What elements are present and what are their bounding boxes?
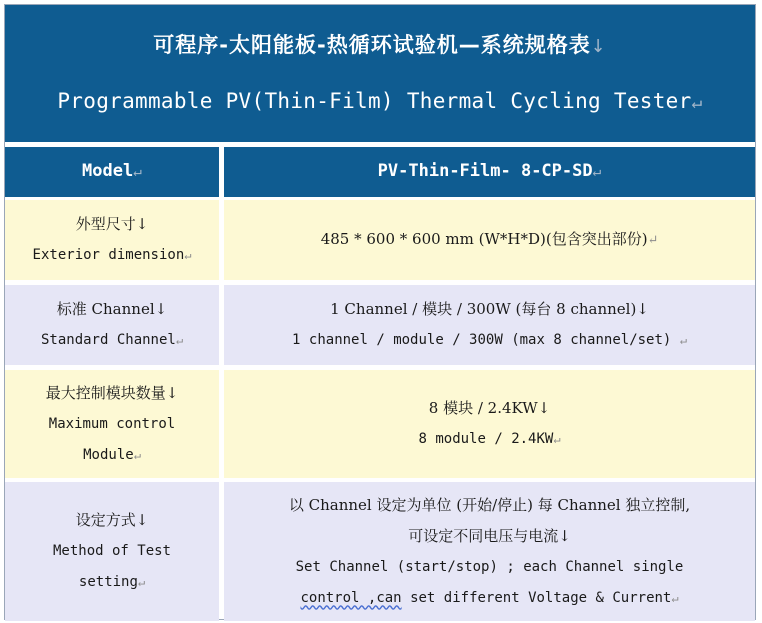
max-module-label-cell (5, 370, 219, 478)
line-break-mark: ↓ (154, 300, 168, 318)
dimension-value: 485 * 600 * 600 mm (W*H*D)(包含突出部份) (320, 230, 648, 248)
paragraph-mark: ↵ (133, 164, 142, 180)
paragraph-mark: ↵ (137, 575, 146, 589)
title-english (5, 89, 755, 113)
line-break-mark: ↓ (558, 526, 571, 545)
title-english-text: Programmable PV(Thin-Film) Thermal Cycling Tester (57, 89, 692, 113)
max-module-label-en-1: Maximum control (48, 415, 176, 432)
test-method-value-line-4b: set different Voltage & Current (410, 589, 672, 606)
line-break-mark: ↓ (537, 399, 551, 417)
line-break-mark: ↓ (135, 511, 149, 529)
dimension-value-cell (224, 200, 755, 280)
test-method-label-en-1: Method of Test (52, 543, 171, 559)
max-module-value-en: 8 module / 2.4KW (418, 431, 554, 447)
line-break-mark: ↓ (135, 215, 149, 233)
channel-value-cell (224, 285, 755, 365)
test-method-value-line-3: Set Channel (start/stop) ; each Channel single (295, 558, 684, 575)
spec-sheet (4, 4, 756, 620)
title-chinese (5, 29, 755, 59)
title-banner (5, 5, 755, 142)
channel-label-en: Standard Channel (40, 332, 176, 348)
paragraph-mark: ↵ (553, 432, 561, 446)
test-method-label-cell (5, 482, 219, 621)
channel-label-cell (5, 285, 219, 365)
max-module-label-en-2: Module (83, 446, 134, 463)
paragraph-mark: ↵ (671, 590, 679, 605)
test-method-value-cell (224, 482, 755, 621)
spec-row-dimension (5, 200, 755, 280)
test-method-value-line-4a: control ,can (300, 589, 402, 606)
paragraph-mark: ↵ (175, 333, 184, 347)
model-label-cell (5, 147, 219, 197)
paragraph-mark: ↵ (133, 447, 141, 462)
test-method-label-en-2: setting (78, 574, 138, 590)
channel-label-zh: 标准 Channel (56, 300, 155, 318)
dimension-label-zh: 外型尺寸 (75, 215, 136, 233)
paragraph-mark: ↵ (184, 248, 192, 262)
dimension-label-en: Exterior dimension (32, 247, 185, 263)
test-method-value-line-2: 可设定不同电压与电流 (408, 526, 559, 545)
line-break-mark: ↓ (636, 300, 649, 318)
channel-value-line-2: 1 channel / module / 300W (max 8 channel/set) (292, 332, 672, 348)
spec-row-channel (5, 285, 755, 365)
max-module-label-zh: 最大控制模块数量 (45, 383, 166, 402)
spec-row-test-method (5, 482, 755, 621)
model-label: Model (82, 161, 134, 181)
paragraph-mark: ↵ (691, 92, 703, 113)
spec-row-max-module (5, 370, 755, 478)
paragraph-mark: ↵ (592, 164, 602, 180)
dimension-label-cell (5, 200, 219, 280)
paragraph-mark: ↵ (679, 333, 687, 347)
paragraph-mark: ↵ (647, 233, 659, 248)
channel-value-line-1: 1 Channel / 模块 / 300W (每台 8 channel) (330, 300, 637, 318)
title-chinese-text: 可程序-太阳能板-热循环试验机—系统规格表 (153, 33, 591, 57)
test-method-value-line-1: 以 Channel 设定为单位 (开始/停止) 每 Channel 独立控制, (288, 495, 691, 514)
test-method-label-zh: 设定方式 (75, 511, 136, 529)
model-header-row (5, 147, 755, 197)
max-module-value-zh: 8 模块 / 2.4KW (428, 399, 538, 417)
line-break-mark: ↓ (165, 383, 179, 402)
max-module-value-cell (224, 370, 755, 478)
line-break-mark: ↓ (590, 36, 607, 57)
model-value-cell (224, 147, 755, 197)
model-value: PV-Thin-Film- 8-CP-SD (377, 161, 593, 181)
